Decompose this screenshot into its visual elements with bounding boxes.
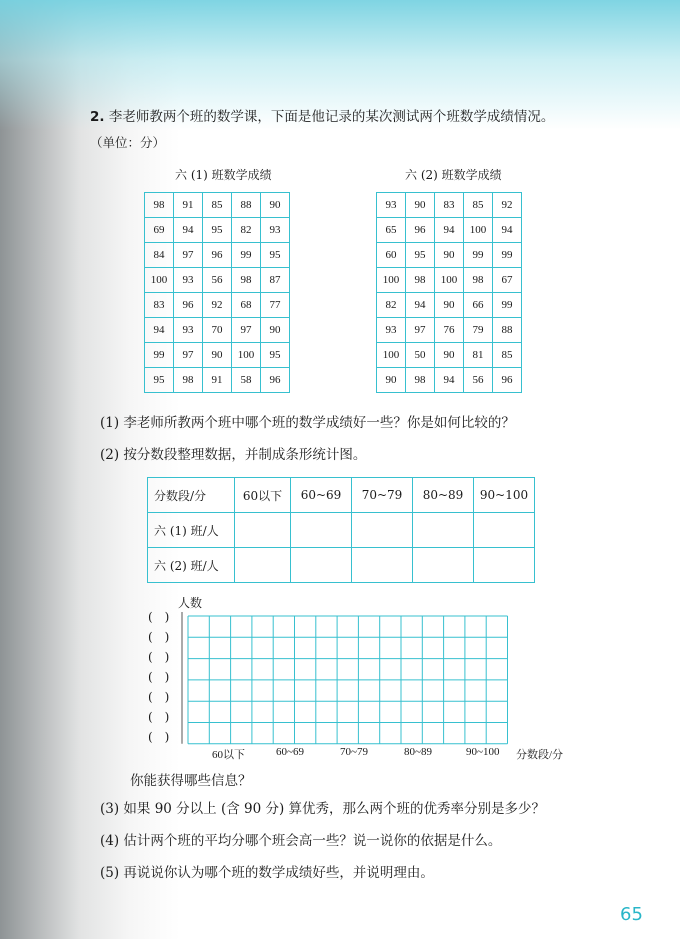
score-cell: 93 [377, 318, 406, 343]
score-cell: 99 [232, 243, 261, 268]
blank-cell[interactable] [291, 548, 352, 583]
score-cell: 83 [145, 293, 174, 318]
score-cell: 94 [145, 318, 174, 343]
score-row [377, 268, 522, 293]
question-number: 2. [90, 109, 105, 125]
score-row [145, 368, 290, 393]
score-cell: 96 [493, 368, 522, 393]
score-cell: 100 [232, 343, 261, 368]
sub-question-2: (2) 按分数段整理数据，并制成条形统计图。 [100, 447, 367, 463]
score-cell: 99 [493, 243, 522, 268]
info-question: 你能获得哪些信息？ [130, 773, 252, 789]
score-cell: 85 [203, 193, 232, 218]
header-cell: 60以下 [235, 478, 291, 513]
score-row [145, 343, 290, 368]
header-cell: 分数段/分 [148, 478, 235, 513]
x-tick-label: 60~69 [276, 746, 304, 758]
blank-bar-chart-grid [180, 612, 520, 748]
blank-cell[interactable] [413, 548, 474, 583]
sub-question-5: (5) 再说说你认为哪个班的数学成绩好些，并说明理由。 [100, 865, 434, 881]
score-cell: 98 [174, 368, 203, 393]
score-cell: 88 [232, 193, 261, 218]
score-cell: 81 [464, 343, 493, 368]
score-cell: 67 [493, 268, 522, 293]
score-cell: 96 [203, 243, 232, 268]
x-tick-label: 70~79 [340, 746, 368, 758]
x-tick-label: 90~100 [466, 746, 500, 758]
score-row [377, 318, 522, 343]
score-cell: 94 [174, 218, 203, 243]
score-cell: 98 [406, 268, 435, 293]
y-axis-blank[interactable]: ( ) [148, 630, 170, 644]
header-cell: 80~89 [413, 478, 474, 513]
score-cell: 97 [174, 343, 203, 368]
score-cell: 95 [145, 368, 174, 393]
score-cell: 94 [406, 293, 435, 318]
score-cell: 84 [145, 243, 174, 268]
score-row [377, 193, 522, 218]
y-axis-blank[interactable]: ( ) [148, 730, 170, 744]
score-cell: 91 [174, 193, 203, 218]
score-row [145, 243, 290, 268]
blank-cell[interactable] [291, 513, 352, 548]
score-row [377, 218, 522, 243]
score-row [145, 218, 290, 243]
score-cell: 98 [464, 268, 493, 293]
score-cell: 90 [377, 368, 406, 393]
score-cell: 96 [261, 368, 290, 393]
score-cell: 83 [435, 193, 464, 218]
score-row [145, 293, 290, 318]
score-cell: 56 [203, 268, 232, 293]
y-axis-blank[interactable]: ( ) [148, 670, 170, 684]
chart-y-label: 人数 [178, 596, 203, 610]
score-cell: 85 [493, 343, 522, 368]
frequency-header-row [148, 478, 535, 513]
score-cell: 70 [203, 318, 232, 343]
sub-question-1: (1) 李老师所教两个班中哪个班的数学成绩好一些？你是如何比较的？ [100, 415, 515, 431]
class1-score-table [144, 192, 290, 393]
score-cell: 92 [493, 193, 522, 218]
class2-title: 六 (2) 班数学成绩 [405, 168, 502, 182]
score-cell: 93 [261, 218, 290, 243]
header-cell: 90~100 [474, 478, 535, 513]
score-row [377, 343, 522, 368]
score-cell: 99 [493, 293, 522, 318]
score-cell: 82 [377, 293, 406, 318]
score-cell: 85 [464, 193, 493, 218]
score-row [145, 193, 290, 218]
x-tick-label: 80~89 [404, 746, 432, 758]
score-cell: 100 [435, 268, 464, 293]
class1-title: 六 (1) 班数学成绩 [175, 168, 272, 182]
score-row [377, 243, 522, 268]
score-cell: 98 [145, 193, 174, 218]
score-cell: 95 [261, 343, 290, 368]
score-cell: 90 [406, 193, 435, 218]
frequency-table [147, 477, 535, 583]
question-text: 李老师教两个班的数学课，下面是他记录的某次测试两个班数学成绩情况。 [108, 109, 555, 125]
score-cell: 90 [435, 343, 464, 368]
score-cell: 100 [377, 343, 406, 368]
sub-question-4: (4) 估计两个班的平均分哪个班会高一些？说一说你的依据是什么。 [100, 833, 502, 849]
score-row [377, 293, 522, 318]
score-cell: 97 [406, 318, 435, 343]
score-cell: 68 [232, 293, 261, 318]
header-cell: 70~79 [352, 478, 413, 513]
score-cell: 88 [493, 318, 522, 343]
score-cell: 96 [174, 293, 203, 318]
class2-score-table [376, 192, 522, 393]
score-cell: 58 [232, 368, 261, 393]
score-cell: 82 [232, 218, 261, 243]
score-cell: 69 [145, 218, 174, 243]
score-row [377, 368, 522, 393]
blank-cell[interactable] [352, 513, 413, 548]
score-cell: 95 [203, 218, 232, 243]
score-cell: 98 [406, 368, 435, 393]
score-cell: 90 [261, 193, 290, 218]
x-tick-label: 60以下 [212, 749, 245, 761]
score-cell: 98 [232, 268, 261, 293]
score-cell: 99 [145, 343, 174, 368]
header-cell: 60~69 [291, 478, 352, 513]
score-cell: 92 [203, 293, 232, 318]
score-cell: 94 [435, 218, 464, 243]
blank-cell[interactable] [474, 513, 535, 548]
y-axis-blank[interactable]: ( ) [148, 710, 170, 724]
row-label-class1: 六 (1) 班/人 [148, 513, 235, 548]
unit-label: （单位：分） [90, 135, 166, 150]
score-cell: 90 [435, 243, 464, 268]
blank-cell[interactable] [413, 513, 474, 548]
score-cell: 90 [435, 293, 464, 318]
score-cell: 96 [406, 218, 435, 243]
score-cell: 100 [464, 218, 493, 243]
score-cell: 99 [464, 243, 493, 268]
blank-cell[interactable] [474, 548, 535, 583]
sub-question-3: (3) 如果 90 分以上 (含 90 分) 算优秀，那么两个班的优秀率分别是多少？ [100, 801, 546, 817]
score-cell: 95 [406, 243, 435, 268]
score-cell: 56 [464, 368, 493, 393]
blank-cell[interactable] [235, 513, 291, 548]
score-cell: 66 [464, 293, 493, 318]
score-cell: 93 [174, 268, 203, 293]
score-cell: 50 [406, 343, 435, 368]
score-row [145, 318, 290, 343]
score-cell: 93 [377, 193, 406, 218]
score-cell: 95 [261, 243, 290, 268]
y-axis-blank[interactable]: ( ) [148, 690, 170, 704]
score-cell: 76 [435, 318, 464, 343]
score-cell: 79 [464, 318, 493, 343]
score-cell: 100 [145, 268, 174, 293]
score-cell: 97 [232, 318, 261, 343]
class2-count-row [148, 548, 535, 583]
score-cell: 93 [174, 318, 203, 343]
score-cell: 94 [493, 218, 522, 243]
score-cell: 100 [377, 268, 406, 293]
y-axis-blank[interactable]: ( ) [148, 650, 170, 664]
score-cell: 91 [203, 368, 232, 393]
score-cell: 65 [377, 218, 406, 243]
blank-cell[interactable] [352, 548, 413, 583]
row-label-class2: 六 (2) 班/人 [148, 548, 235, 583]
score-cell: 90 [261, 318, 290, 343]
score-cell: 94 [435, 368, 464, 393]
question-heading [90, 108, 554, 126]
score-row [145, 268, 290, 293]
score-cell: 87 [261, 268, 290, 293]
chart-x-label: 分数段/分 [516, 749, 564, 761]
page-number: 65 [620, 904, 643, 925]
score-cell: 90 [203, 343, 232, 368]
score-cell: 97 [174, 243, 203, 268]
blank-cell[interactable] [235, 548, 291, 583]
score-cell: 77 [261, 293, 290, 318]
class1-count-row [148, 513, 535, 548]
score-cell: 60 [377, 243, 406, 268]
y-axis-blank[interactable]: ( ) [148, 610, 170, 624]
